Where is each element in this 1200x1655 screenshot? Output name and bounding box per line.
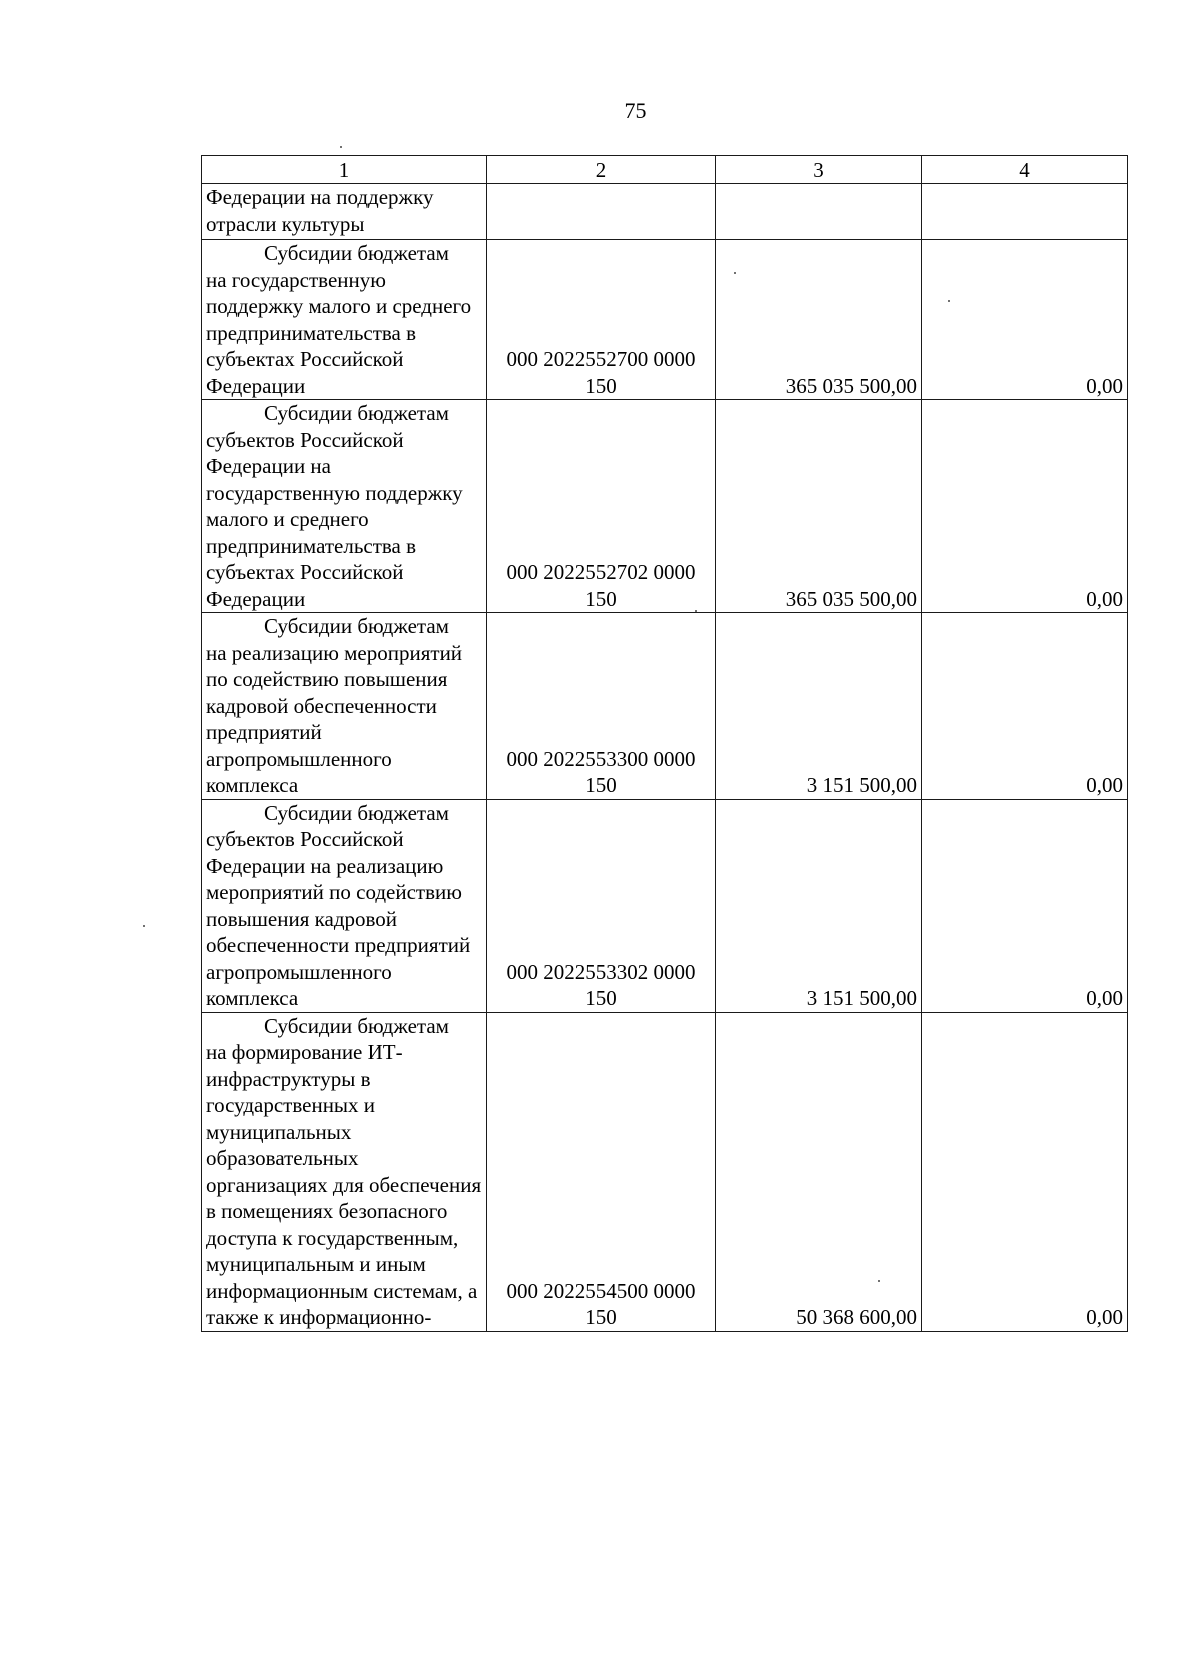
row-amount: 365 035 500,00 [716, 400, 922, 613]
row-name-lead: Субсидии бюджетам [264, 800, 449, 825]
column-header-2: 2 [487, 156, 716, 184]
row-name-text: субъектов Российской Федерации на государственную поддержку малого и среднего предпринимательства в субъектах Российской Федерации [206, 427, 463, 611]
row-amount-2: 0,00 [922, 1012, 1128, 1331]
row-name: Федерации на поддержку отрасли культуры [202, 184, 487, 240]
scan-speck [143, 925, 145, 927]
scan-speck [878, 1280, 880, 1282]
scan-speck [734, 272, 736, 274]
row-code: 000 2022552702 0000 150 [487, 400, 716, 613]
scan-speck [695, 610, 697, 612]
row-name-lead: Субсидии бюджетам [264, 1013, 449, 1038]
scan-speck [948, 300, 950, 302]
row-amount: 50 368 600,00 [716, 1012, 922, 1331]
row-amount-2: 0,00 [922, 400, 1128, 613]
row-code: 000 2022553302 0000 150 [487, 799, 716, 1012]
column-header-1: 1 [202, 156, 487, 184]
row-name [202, 240, 487, 400]
row-name-text: на реализацию мероприятий по содействию повышения кадровой обеспеченности предприятий агропромышленного комплекса [206, 640, 463, 797]
table-row [202, 240, 1128, 400]
row-name [202, 613, 487, 800]
row-code: 000 2022552700 0000 150 [487, 240, 716, 400]
row-amount-2: 0,00 [922, 240, 1128, 400]
row-name [202, 400, 487, 613]
row-amount-2: 0,00 [922, 613, 1128, 800]
row-amount-2: 0,00 [922, 799, 1128, 1012]
row-name-lead: Субсидии бюджетам [264, 614, 449, 638]
row-name-text: на государственную поддержку малого и среднего предпринимательства в субъектах Российской Федерации [206, 267, 472, 398]
table-row [202, 1012, 1128, 1331]
row-amount: 365 035 500,00 [716, 240, 922, 400]
budget-table [201, 155, 1128, 1332]
table-row [202, 400, 1128, 613]
scan-speck [340, 146, 342, 148]
row-name-lead: Субсидии бюджетам [264, 401, 449, 425]
row-amount [716, 184, 922, 240]
row-code: 000 2022553300 0000 150 [487, 613, 716, 800]
row-code: 000 2022554500 0000 150 [487, 1012, 716, 1331]
header-row [202, 156, 1128, 184]
row-code [487, 184, 716, 240]
row-name-text: субъектов Российской Федерации на реализацию мероприятий по содействию повышения кадровой обеспеченности предприятий агропромышленного комплекса [206, 827, 471, 1010]
row-amount: 3 151 500,00 [716, 613, 922, 800]
row-name [202, 1012, 487, 1331]
table-row [202, 184, 1128, 240]
row-name-lead: Субсидии бюджетам [264, 241, 449, 265]
row-amount-2 [922, 184, 1128, 240]
table-row [202, 799, 1128, 1012]
row-amount: 3 151 500,00 [716, 799, 922, 1012]
column-header-4: 4 [922, 156, 1128, 184]
column-header-3: 3 [716, 156, 922, 184]
page-number: 75 [624, 98, 647, 123]
row-name [202, 799, 487, 1012]
row-name-text: на формирование ИТ-инфраструктуры в государственных и муниципальных образовательных организациях для обеспечения в помещениях безопасного доступа к государственным, муниципальным и иным информационным системам, а также к информационно- [206, 1040, 482, 1329]
table-row [202, 613, 1128, 800]
